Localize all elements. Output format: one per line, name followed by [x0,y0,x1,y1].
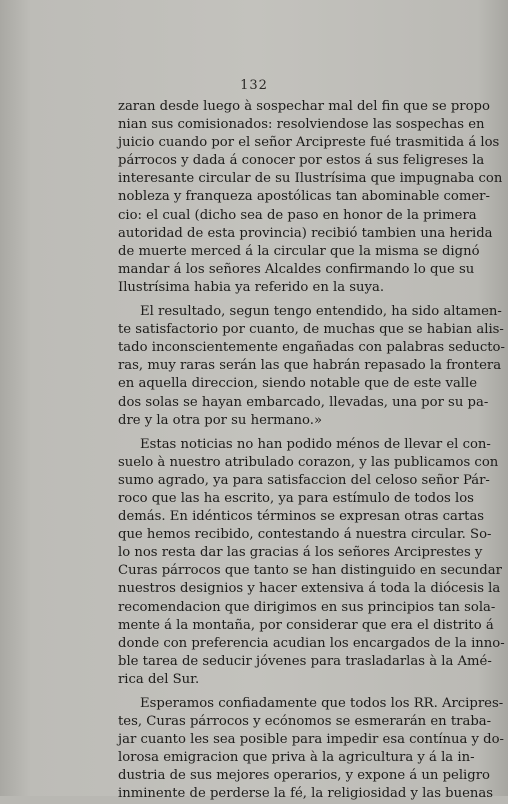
text-line: mandar á los señores Alcaldes confirmando lo que su [118,261,475,277]
text-line: tes, Curas párrocos y ecónomos se esmerarán en traba- [118,714,492,730]
text-line: roco que las ha escrito, ya para estímulo de todos los [118,490,474,506]
text-line: interesante circular de su Ilustrísima que impugnaba con [118,171,503,187]
text-line: párrocos y dada á conocer por estos á sus feligreses la [118,153,485,169]
text-line: Estas noticias no han podido ménos de llevar el con- [140,436,491,452]
text-line: nobleza y franqueza apostólicas tan abominable comer- [118,189,490,205]
text-line: mente á la montaña, por considerar que era el distrito á [118,617,494,633]
paragraph [118,98,503,297]
text-line: ble tarea de seducir jóvenes para trasladarlas à la Amé- [118,653,492,669]
text-line: Ilustrísima habia ya referido en la suya. [118,279,385,295]
text-line: zaran desde luego à sospechar mal del fin que se propo [118,99,490,114]
text-line: dustria de sus mejores operarios, y expone á un peligro [118,768,490,784]
text-line: El resultado, segun tengo entendido, ha sido altamen- [140,304,502,320]
text-line: tado inconscientemente engañadas con palabras seducto- [118,340,505,356]
text-line: autoridad de esta provincia) recibió tambien una herida [118,225,493,241]
text-line: jar cuanto les sea posible para impedir esa contínua y do- [118,732,505,748]
paragraph [118,436,505,689]
text-line: Curas párrocos que tanto se han distinguido en secundar [118,563,502,579]
page-number: 132 [240,78,268,93]
text-line: donde con preferencia acudian los encargados de la inno- [118,635,505,651]
text-line: de muerte merced á la circular que la misma se dignó [118,243,480,259]
text-line: suelo à nuestro atribulado corazon, y las publicamos con [118,454,499,470]
text-line: que hemos recibido, contestando á nuestra circular. So- [118,527,492,543]
text-line: nian sus comisionados: resolviendose las sospechas en [118,117,485,133]
text-line: Esperamos confiadamente que todos los RR. Arcipres- [140,696,504,711]
text-line: demás. En idénticos términos se expresan otras cartas [118,509,485,525]
text-line: en aquella direccion, siendo notable que de este valle [118,376,478,392]
text-line: dre y la otra por su hermano.» [118,412,323,428]
text-line: cio: el cual (dicho sea de paso en honor de la primera [118,207,477,223]
text-line: lorosa emigracion que priva à la agricultura y á la in- [118,750,475,766]
text-line: lo nos resta dar las gracias á los señores Arciprestes y [118,545,483,561]
text-line: ras, muy raras serán las que habrán repasado la frontera [118,358,502,374]
text-line: recomendacion que dirigimos en sus principios tan sola- [118,599,496,615]
text-line: dos solas se hayan embarcado, llevadas, una por su pa- [118,394,489,410]
body-text [118,98,505,804]
text-line: te satisfactorio por cuanto, de muchas que se habian alis- [118,322,504,338]
text-line: sumo agrado, ya para satisfaccion del celoso señor Pár- [118,472,490,488]
text-line: rica del Sur. [118,671,200,687]
text-line: nuestros designios y hacer extensiva á toda la diócesis la [118,581,501,597]
text-line: inminente de perderse la fé, la religiosidad y las buenas [118,786,494,802]
text-line: juicio cuando por el señor Arcipreste fué trasmitida á los [118,135,500,151]
paragraph [118,695,505,804]
paragraph [118,303,505,430]
